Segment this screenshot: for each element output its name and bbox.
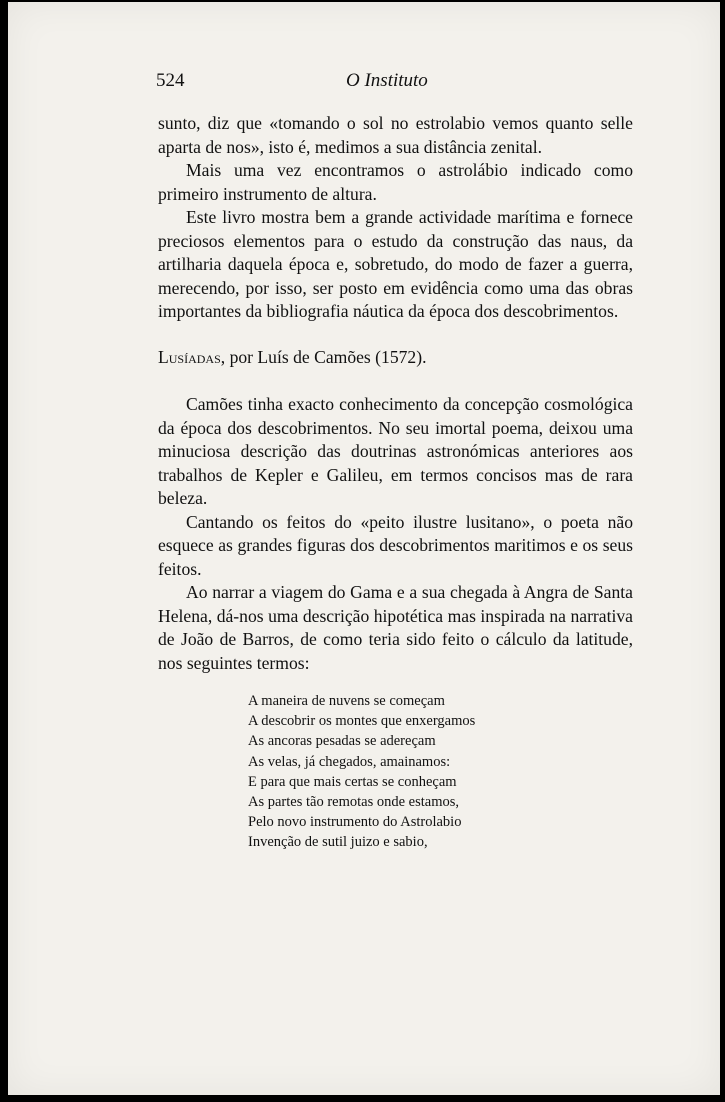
verse-line: As ancoras pesadas se adereçam: [248, 733, 436, 750]
body-text: [158, 112, 633, 853]
running-title: O Instituto: [346, 70, 428, 91]
paragraph: Este livro mostra bem a grande actividade marítima e fornece preciosos elementos para o estudo da construção das naus, da artilharia daquela época e, sobretudo, do modo de fazer a guerra, merecendo, por isso, ser posto em evidência como uma das obras importantes da bibliografia náutica da época dos descobrimentos.: [158, 207, 633, 321]
verse-line: A maneira de nuvens se começam: [248, 693, 445, 709]
section-title: Lusíadas: [158, 346, 221, 367]
page-number: 524: [156, 70, 185, 91]
section-heading: [158, 346, 633, 370]
paragraph: sunto, diz que «tomando o sol no estrolabio vemos quanto selle aparta de nos», isto é, medimos a sua distância zenital.: [158, 113, 633, 157]
paragraph: Camões tinha exacto conhecimento da concepção cosmológica da época dos descobrimentos. No seu imortal poema, deixou uma minuciosa descrição das doutrinas astronómicas anteriores aos trabalhos de Kepler e Galileu, em termos concisos mas de rara beleza.: [158, 394, 633, 508]
verse-line: E para que mais certas se conheçam: [248, 773, 457, 790]
paragraph: Mais uma vez encontramos o astrolábio indicado como primeiro instrumento de altura.: [158, 160, 633, 204]
section-subtitle: , por Luís de Camões (1572).: [220, 346, 427, 367]
verse-line: As velas, já chegados, amainamos:: [248, 753, 451, 770]
verse-line: A descobrir os montes que enxergamos: [248, 713, 476, 730]
paragraph: Cantando os feitos do «peito ilustre lusitano», o poeta não esquece as grandes figuras dos descobrimentos maritimos e os seus feitos.: [158, 511, 633, 579]
book-page: [8, 2, 720, 1095]
verse-line: Pelo novo instrumento do Astrolabio: [248, 814, 462, 831]
page-header: [156, 70, 636, 96]
paragraph: Ao narrar a viagem do Gama e a sua chegada à Angra de Santa Helena, dá-nos uma descrição hipotética mas inspirada na narrativa de João de Barros, de como teria sido feito o cálculo da latitude, nos seguintes termos:: [158, 582, 633, 673]
verse-line: Invenção de sutil juizo e sabio,: [248, 834, 428, 851]
verse-stanza: [248, 691, 633, 853]
verse-line: As partes tão remotas onde estamos,: [248, 794, 460, 811]
